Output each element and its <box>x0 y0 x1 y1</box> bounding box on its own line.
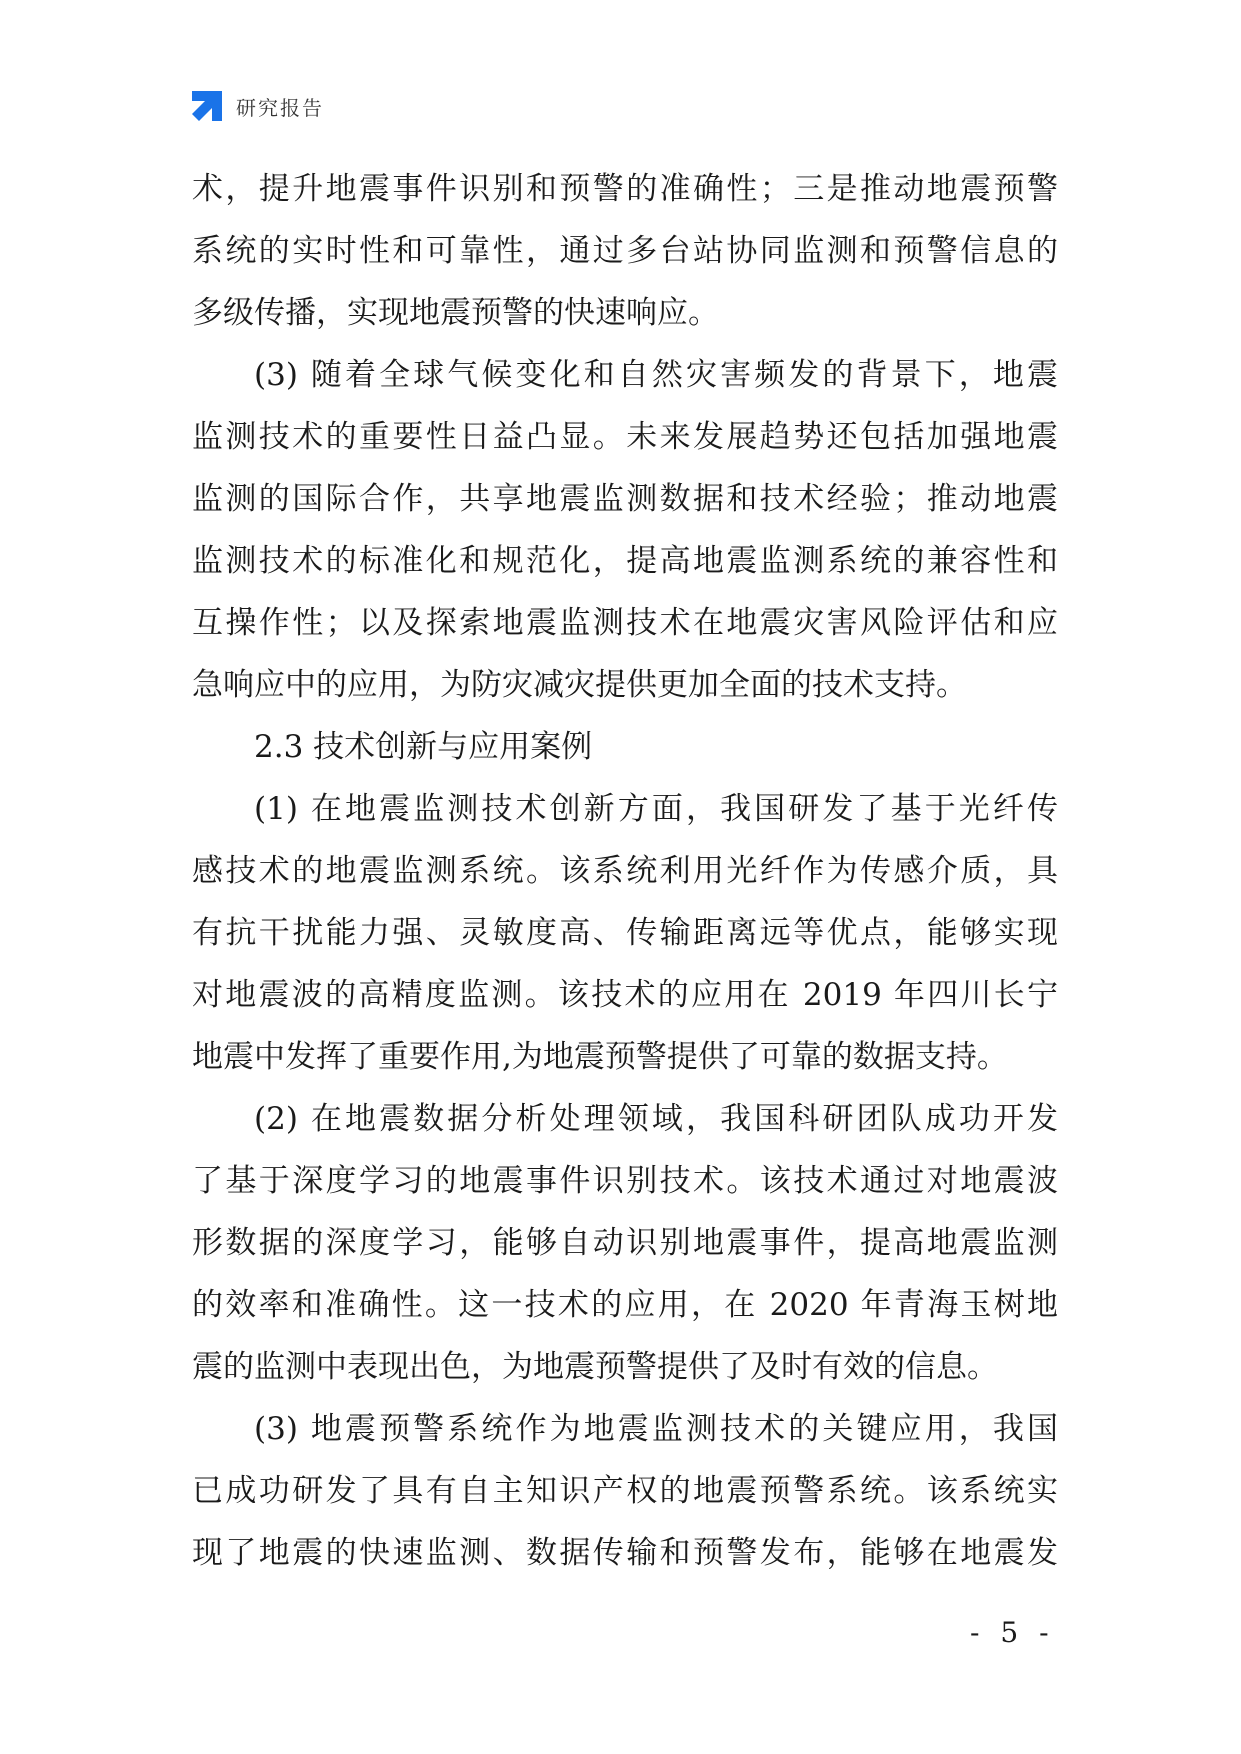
section-heading: 2.3 技术创新与应用案例 <box>254 729 593 765</box>
text-line: 感技术的地震监测系统。该系统利用光纤作为传感介质，具 <box>192 853 1058 889</box>
header-title: 研究报告 <box>236 95 324 120</box>
text-line: 多级传播，实现地震预警的快速响应。 <box>192 295 719 331</box>
text-line: 监测技术的标准化和规范化，提高地震监测系统的兼容性和 <box>192 543 1058 579</box>
page-header <box>190 86 324 126</box>
text-line: 了基于深度学习的地震事件识别技术。该技术通过对地震波 <box>192 1163 1058 1199</box>
text-line: 对地震波的高精度监测。该技术的应用在 2019 年四川长宁 <box>192 977 1058 1013</box>
text-line: (3) 地震预警系统作为地震监测技术的关键应用，我国 <box>254 1411 1058 1447</box>
text-line: 有抗干扰能力强、灵敏度高、传输距离远等优点，能够实现 <box>192 915 1058 951</box>
text-line: 急响应中的应用，为防灾减灾提供更加全面的技术支持。 <box>192 667 967 703</box>
text-line: 监测技术的重要性日益凸显。未来发展趋势还包括加强地震 <box>192 419 1058 455</box>
text-line: 震的监测中表现出色，为地震预警提供了及时有效的信息。 <box>192 1349 998 1385</box>
text-line: 现了地震的快速监测、数据传输和预警发布，能够在地震发 <box>192 1535 1058 1571</box>
text-line: 监测的国际合作，共享地震监测数据和技术经验；推动地震 <box>192 481 1058 517</box>
page-number: - 5 - <box>970 1616 1055 1649</box>
text-line: 已成功研发了具有自主知识产权的地震预警系统。该系统实 <box>192 1473 1058 1509</box>
document-body <box>192 158 1058 1584</box>
text-line: 地震中发挥了重要作用,为地震预警提供了可靠的数据支持。 <box>192 1039 1008 1075</box>
text-line: 互操作性；以及探索地震监测技术在地震灾害风险评估和应 <box>192 605 1058 641</box>
text-line: 术，提升地震事件识别和预警的准确性；三是推动地震预警 <box>192 171 1058 207</box>
text-line: (3) 随着全球气候变化和自然灾害频发的背景下，地震 <box>254 357 1058 393</box>
text-line: 的效率和准确性。这一技术的应用，在 2020 年青海玉树地 <box>192 1287 1058 1323</box>
text-line: (1) 在地震监测技术创新方面，我国研发了基于光纤传 <box>254 791 1058 827</box>
text-line: (2) 在地震数据分析处理领域，我国科研团队成功开发 <box>254 1101 1058 1137</box>
text-line: 系统的实时性和可靠性，通过多台站协同监测和预警信息的 <box>192 233 1058 269</box>
arrow-logo-icon <box>190 89 224 123</box>
text-line: 形数据的深度学习，能够自动识别地震事件，提高地震监测 <box>192 1225 1058 1261</box>
